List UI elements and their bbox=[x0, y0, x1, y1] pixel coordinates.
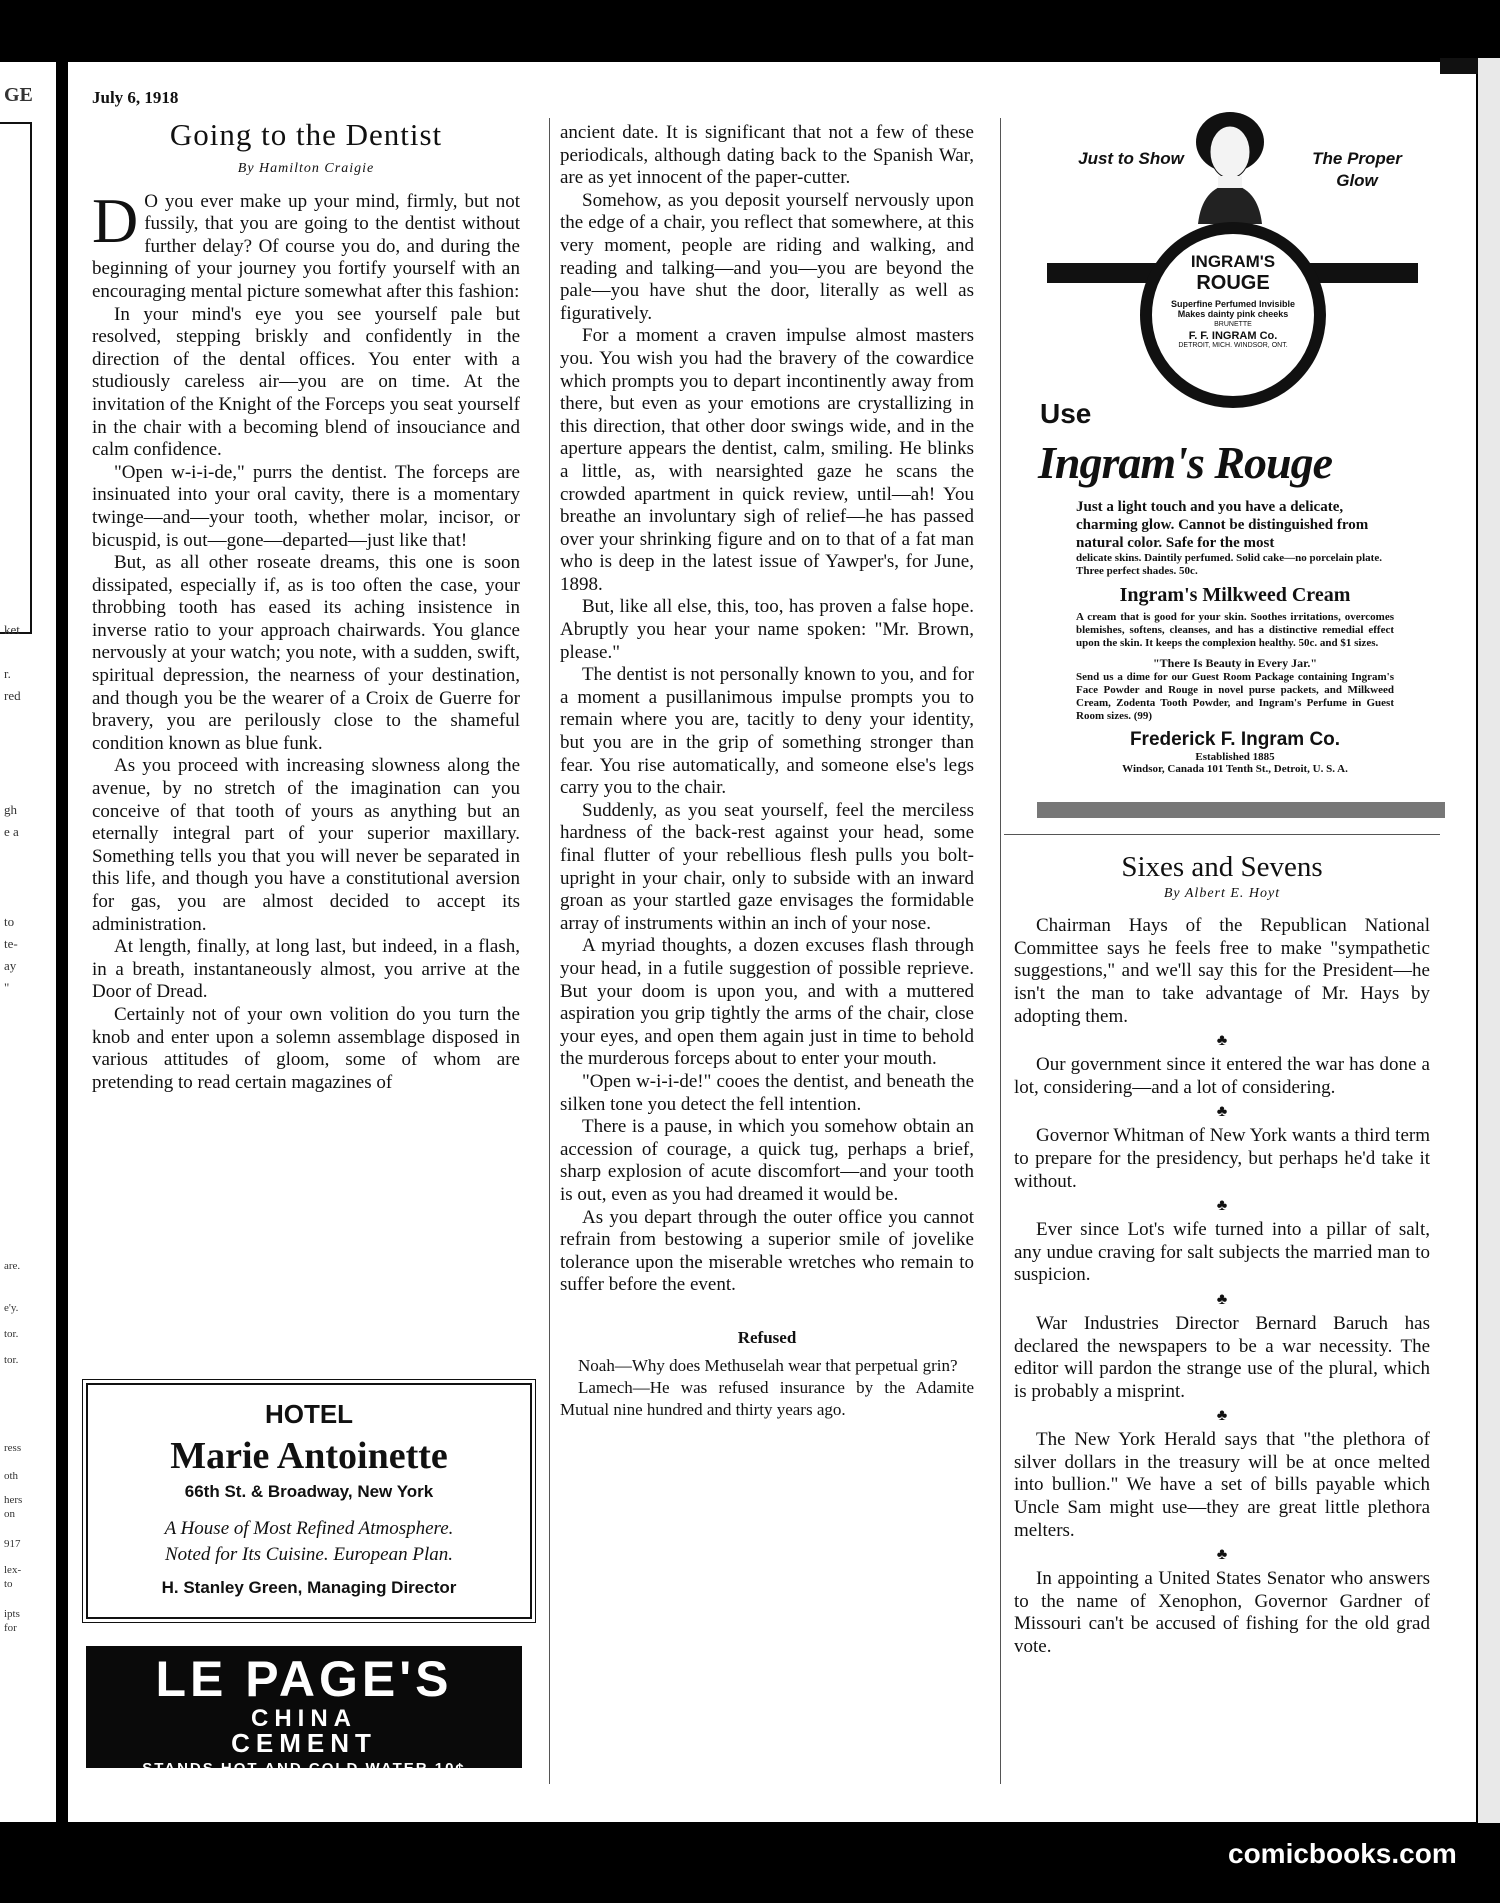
dentist-column-2 bbox=[560, 122, 974, 1421]
sixes-column bbox=[1014, 851, 1430, 1659]
sixes-item: In appointing a United States Senator who answers to the name of Xenophon, Governor Gardner of Missouri can't be accused of fishing for the old grad vote. bbox=[1014, 1568, 1430, 1658]
margin-fragment: gh bbox=[4, 802, 17, 817]
ad-bottom-band bbox=[1037, 802, 1445, 818]
margin-fragment: GE bbox=[4, 84, 33, 106]
dentist-column-1 bbox=[92, 118, 520, 1094]
article-paragraph: The dentist is not personally known to you, and for a moment a pusillanimous impulse prompts you to remain where you are, tacitly to deny your identity, but you are in the grip of something stronger than fear. You rise automatically, and someone else's legs carry you to the chair. bbox=[560, 664, 974, 799]
ad-address: Windsor, Canada 101 Tenth St., Detroit, U. S. A. bbox=[1122, 763, 1348, 775]
margin-fragment: ket bbox=[4, 622, 20, 637]
joke-title: Refused bbox=[737, 1327, 797, 1347]
hotel-ad-heading: HOTEL bbox=[264, 1399, 354, 1429]
ornament-icon: ♣ bbox=[1216, 1546, 1228, 1564]
article-paragraph: A myriad thoughts, a dozen excuses flash through your head, in a futile suggestion of possible reprieve. But your doom is upon you, and with a muttered aspiration you grip tightly the arms of the chair, close your eyes, and open them again just in time to behold the murderous forceps about to enter your mouth. bbox=[560, 935, 974, 1070]
margin-fragment: " bbox=[4, 980, 10, 995]
hotel-address: 66th St. & Broadway, New York bbox=[184, 1482, 434, 1501]
article-paragraph: "Open w-i-i-de!" cooes the dentist, and beneath the silken tone you detect the fell intention. bbox=[560, 1070, 974, 1115]
page-right-edge bbox=[1478, 58, 1500, 1823]
margin-fragment: e'y. bbox=[4, 1302, 19, 1314]
article-paragraph: "Open w-i-i-de," purrs the dentist. The forceps are insinuated into your oral cavity, there is a momentary twinge—and—your tooth, whether molar, incisor, or bicuspid, is out—gone—departed—just like that! bbox=[92, 461, 520, 551]
ornament-icon: ♣ bbox=[1216, 1032, 1228, 1050]
article-paragraph: For a moment a craven impulse almost masters you. You wish you had the bravery of the cowardice which prompts you to depart incontinently away from there, but even as your emotions are crystallizing in this direction, that other door swings wide, and in the aperture appears the dentist, calm, smiling. He blinks a little, as, with nearsighted gaze he scans the crowded apartment in quick review, until—ah! You breathe an involuntary sigh of relief—he has passed over your shrinking figure and on to that of a fat man who is deep in the latest issue of Yawper's, for June, 1898. bbox=[560, 325, 974, 595]
article-paragraph: In your mind's eye you see yourself pale but resolved, stepping briskly and confidently in the direction of the dental offices. You enter with a studiously careless air—you are on time. At the invitation of the Knight of the Forceps you seat yourself in the chair with a becoming blend of insouciance and calm confidence. bbox=[92, 303, 520, 461]
section-divider bbox=[1004, 834, 1440, 835]
margin-fragment: te- bbox=[4, 936, 18, 951]
sixes-item: Ever since Lot's wife turned into a pillar of salt, any undue craving for salt subjects the married man to suspicion. bbox=[1014, 1219, 1430, 1286]
article-paragraph: There is a pause, in which you somehow obtain an accession of courage, a quick tug, perhaps a brief, sharp explosion of acute discomfort—and your tooth is out, even as you had dreamed it would be. bbox=[560, 1116, 974, 1205]
woman-portrait-icon bbox=[1188, 108, 1272, 224]
ad-copy-cream: A cream that is good for your skin. Soothes irritations, overcomes blemishes, softens, cleanses, and has a distinctive remedial effect upon the skin. It keeps the complexion healthy. 50c. and $1 sizes. bbox=[1076, 611, 1394, 649]
ad-tagline-right: The Proper Glow bbox=[1312, 149, 1402, 190]
ad-tagline-left: Just to Show bbox=[1078, 149, 1184, 168]
ornament-icon: ♣ bbox=[1216, 1197, 1228, 1215]
sixes-item: The New York Herald says that "the plethora of silver dollars in the treasury will be at once melted into bullion." We have a set of bills payable which Uncle Sam might use—they are great little plethora melters. bbox=[1014, 1429, 1430, 1541]
binding-shadow bbox=[1440, 58, 1478, 74]
article-paragraph: But, like all else, this, too, has proven a false hope. Abruptly you hear your name spoken: "Mr. Brown, please." bbox=[560, 596, 974, 663]
hotel-name: Marie Antoinette bbox=[170, 1435, 448, 1477]
article-paragraph: ancient date. It is significant that not a few of these periodicals, although dating back to the Spanish War, are as yet innocent of the paper-cutter. bbox=[560, 122, 974, 189]
margin-fragment: for bbox=[4, 1622, 17, 1634]
margin-fragment: red bbox=[4, 688, 21, 703]
margin-fragment: lex- bbox=[4, 1564, 22, 1576]
rouge-tin-label: INGRAM'S ROUGE Superfine Perfumed Invisible Makes dainty pink cheeks BRUNETTE F. F. INGRAM Co. DETROIT, MICH. WINDSOR, ONT. bbox=[1150, 232, 1316, 398]
article-paragraph: Certainly not of your own volition do you turn the knob and enter upon a solemn assemblage disposed in various attitudes of gloom, some of whom are pretending to read certain magazines of bbox=[92, 1003, 520, 1093]
column-divider bbox=[1000, 118, 1001, 1784]
margin-fragment: hers bbox=[4, 1494, 23, 1506]
margin-fragment: tor. bbox=[4, 1328, 19, 1340]
article-paragraph: D O you ever make up your mind, firmly, but not fussily, that you are going to the dentist without further delay? Of course you do, and during the beginning of your journey you fortify yourself with an encouraging mental picture somewhat after this fashion: bbox=[92, 184, 520, 302]
ad-company: Frederick F. Ingram Co. bbox=[1129, 729, 1341, 750]
ornament-icon: ♣ bbox=[1216, 1103, 1228, 1121]
article-paragraph: Somehow, as you deposit yourself nervously upon the edge of a chair, you reflect that somewhere, at this very moment, people are riding and walking, and reading and talking—and you—you are beyond the pale—you have shut the door, literally as well as figuratively. bbox=[560, 189, 974, 324]
ad-copy-rouge-details: delicate skins. Daintily perfumed. Solid cake—no porcelain plate. Three perfect shades. 50c. bbox=[1076, 552, 1382, 577]
hotel-tagline: A House of Most Refined Atmosphere. Noted for Its Cuisine. European Plan. bbox=[164, 1518, 454, 1565]
margin-fragment: to bbox=[4, 914, 15, 929]
margin-fragment: to bbox=[4, 1578, 13, 1590]
sixes-item: Chairman Hays of the Republican National Committee says he feels free to make "sympathetic suggestions," and we'll say this for the President—he isn't the man to take advantage of Mr. Hays by adopting them. bbox=[1014, 915, 1430, 1027]
margin-fragment: e a bbox=[4, 824, 19, 839]
hotel-advertisement bbox=[86, 1383, 532, 1619]
sixes-item: War Industries Director Bernard Baruch has declared the newspapers to be a war necessity. The editor will pardon the strange use of the plural, which is probably a misprint. bbox=[1014, 1312, 1430, 1402]
ad-product-name: Ingram's Milkweed Cream bbox=[1119, 584, 1351, 606]
article-paragraph: As you depart through the outer office you cannot refrain from bestowing a superior smile of jovelike tolerance upon the miserable wretches who remain to suffer before the event. bbox=[560, 1206, 974, 1296]
article-paragraph: Suddenly, as you seat yourself, feel the merciless hardness of the back-rest against your head, some final flutter of your rebellious flesh pulls you bolt-upright in your chair, only to subside with an inward groan as your startled gaze envisages the formidable array of instruments within an inch of your nose. bbox=[560, 799, 974, 934]
article-byline: By Hamilton Craigie bbox=[237, 161, 375, 176]
lepage-product-line1: CHINA bbox=[251, 1705, 357, 1732]
sixes-byline: By Albert E. Hoyt bbox=[1163, 885, 1281, 901]
margin-fragment: tor. bbox=[4, 1354, 19, 1366]
hotel-director: H. Stanley Green, Managing Director bbox=[161, 1578, 457, 1597]
refused-joke bbox=[560, 1327, 974, 1422]
article-paragraph: As you proceed with increasing slowness along the avenue, by no stretch of the imagination can you conceive of that tooth of yours as anything but an eternally integral part of your superior maxillary. Something tells you that you will never be separated in this life, and though you have a constitutional aversion for gas, you are almost decided to accept its administration. bbox=[92, 755, 520, 935]
adjacent-page-edge bbox=[0, 62, 56, 1822]
ad-copy-rouge: Just a light touch and you have a delicate, charming glow. Cannot be distinguished from natural color. Safe for the most bbox=[1076, 499, 1369, 551]
joke-line: Noah—Why does Methuselah wear that perpetual grin? bbox=[578, 1356, 958, 1376]
ad-copy-offer: Send us a dime for our Guest Room Package containing Ingram's Face Powder and Rouge in novel purse packets, and Milkweed Cream, Zodenta Tooth Powder, and Ingram's Perfume in Guest Room sizes. (99) bbox=[1076, 671, 1394, 722]
drop-cap: D bbox=[92, 184, 139, 256]
lepage-slogan: STANDS HOT AND COLD WATER 10¢ bbox=[142, 1760, 466, 1777]
sixes-title: Sixes and Sevens bbox=[1121, 851, 1323, 883]
sixes-item: Governor Whitman of New York wants a third term to prepare for the presidency, but perhaps he'd take it without. bbox=[1014, 1125, 1430, 1192]
margin-fragment: ress bbox=[4, 1442, 22, 1454]
ad-slogan: "There Is Beauty in Every Jar." bbox=[1153, 656, 1317, 670]
margin-fragment: ay bbox=[4, 958, 17, 973]
ad-established: Established 1885 bbox=[1195, 751, 1275, 763]
lepage-brand: LE PAGE'S bbox=[155, 1651, 453, 1707]
ad-copy bbox=[1076, 498, 1394, 775]
adjacent-box bbox=[0, 122, 32, 634]
article-paragraph: But, as all other roseate dreams, this one is soon dissipated, especially if, as is too often the case, your throbbing tooth has eased its aching insistence in inverse ratio to your approach chairwards. You glance nervously at your watch; you note, with a sudden, swift, spiritual depression, the nearness of your destination, and though you be the wearer of a Croix de Guerre for bravery, you are perilously close to the shameful condition known as blue funk. bbox=[92, 552, 520, 754]
margin-fragment: on bbox=[4, 1508, 15, 1520]
ornament-icon: ♣ bbox=[1216, 1290, 1228, 1308]
ad-use-word: Use bbox=[1040, 398, 1092, 429]
ornament-icon: ♣ bbox=[1216, 1407, 1228, 1425]
rouge-tin bbox=[1140, 222, 1326, 408]
lepage-advertisement bbox=[86, 1646, 522, 1777]
sixes-item: Our government since it entered the war has done a lot, considering—and a lot of considering. bbox=[1014, 1054, 1430, 1098]
joke-line: Lamech—He was refused insurance by the Adamite Mutual nine hundred and thirty years ago. bbox=[560, 1378, 974, 1420]
article-paragraph: At length, finally, at long last, but indeed, in a flash, in a breath, instantaneously almost, you arrive at the Door of Dread. bbox=[92, 936, 520, 1003]
margin-fragment: ipts bbox=[4, 1608, 20, 1620]
watermark: comicbooks.com bbox=[1228, 1838, 1457, 1869]
lepage-product-line2: CEMENT bbox=[231, 1728, 377, 1758]
margin-fragment: r. bbox=[4, 666, 11, 681]
margin-fragment: are. bbox=[4, 1260, 21, 1272]
ad-brand-name: Ingram's Rouge bbox=[1038, 437, 1333, 488]
page-dateline: July 6, 1918 bbox=[92, 88, 179, 107]
margin-fragment: 917 bbox=[4, 1538, 21, 1550]
article-title: Going to the Dentist bbox=[169, 117, 443, 152]
margin-fragment: oth bbox=[4, 1470, 19, 1482]
column-divider bbox=[549, 118, 550, 1784]
ingram-advertisement bbox=[1020, 112, 1444, 824]
